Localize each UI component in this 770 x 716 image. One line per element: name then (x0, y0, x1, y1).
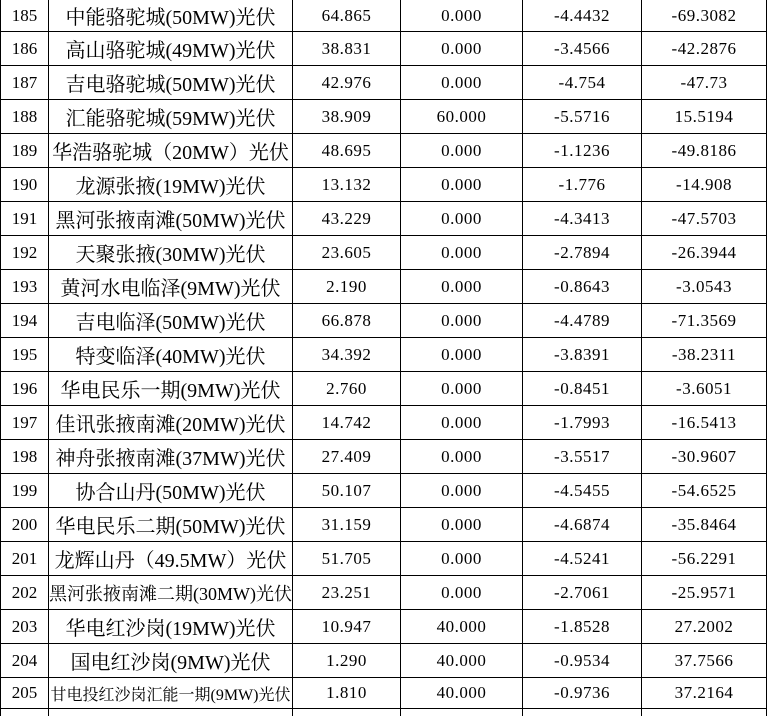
value-cell[interactable]: 0.000 (401, 168, 523, 202)
value-cell[interactable]: -0.9736 (523, 678, 642, 709)
table-row (1, 202, 767, 236)
plant-name-cell[interactable]: 国电红沙岗(9MW)光伏 (49, 644, 293, 678)
plant-name-cell[interactable]: 龙辉山丹（49.5MW）光伏 (49, 542, 293, 576)
empty-cell[interactable] (293, 709, 401, 716)
plant-name-cell[interactable]: 黑河张掖南滩二期(30MW)光伏 (49, 576, 293, 610)
value-cell[interactable]: -0.8451 (523, 372, 642, 406)
value-cell[interactable]: 0.000 (401, 474, 523, 508)
plant-name-cell[interactable]: 吉电骆驼城(50MW)光伏 (49, 66, 293, 100)
empty-cell[interactable] (1, 709, 49, 716)
value-cell[interactable]: -4.6874 (523, 508, 642, 542)
value-cell[interactable]: 48.695 (293, 134, 401, 168)
value-cell[interactable]: -42.2876 (642, 32, 767, 66)
table-row (1, 338, 767, 372)
value-cell[interactable]: 0.000 (401, 372, 523, 406)
table-row (1, 66, 767, 100)
value-cell[interactable]: -30.9607 (642, 440, 767, 474)
row-number-cell[interactable]: 202 (1, 576, 49, 610)
table-row (1, 0, 767, 32)
value-cell[interactable]: -2.7061 (523, 576, 642, 610)
value-cell[interactable]: 0.000 (401, 0, 523, 32)
value-cell[interactable]: -3.6051 (642, 372, 767, 406)
value-cell[interactable]: -71.3569 (642, 304, 767, 338)
value-cell[interactable]: -16.5413 (642, 406, 767, 440)
plant-name-cell[interactable]: 特变临泽(40MW)光伏 (49, 338, 293, 372)
table-row (1, 610, 767, 644)
table-row (1, 440, 767, 474)
value-cell[interactable]: 0.000 (401, 236, 523, 270)
value-cell[interactable]: 51.705 (293, 542, 401, 576)
value-cell[interactable]: 38.831 (293, 32, 401, 66)
empty-cell[interactable] (523, 709, 642, 716)
table-row (1, 32, 767, 66)
value-cell[interactable]: -56.2291 (642, 542, 767, 576)
value-cell[interactable]: -3.0543 (642, 270, 767, 304)
partial-row (1, 709, 767, 716)
value-cell[interactable]: 40.000 (401, 678, 523, 709)
plant-name-cell[interactable]: 华浩骆驼城（20MW）光伏 (49, 134, 293, 168)
row-number-cell[interactable]: 197 (1, 406, 49, 440)
value-cell[interactable]: -0.9534 (523, 644, 642, 678)
row-number-cell[interactable]: 185 (1, 0, 49, 32)
plant-name-cell[interactable]: 神舟张掖南滩(37MW)光伏 (49, 440, 293, 474)
plant-name-cell[interactable]: 吉电临泽(50MW)光伏 (49, 304, 293, 338)
value-cell[interactable]: 0.000 (401, 202, 523, 236)
value-cell[interactable]: -3.4566 (523, 32, 642, 66)
row-number-cell[interactable]: 205 (1, 678, 49, 709)
row-number-cell[interactable]: 188 (1, 100, 49, 134)
value-cell[interactable]: 0.000 (401, 32, 523, 66)
value-cell[interactable]: 66.878 (293, 304, 401, 338)
value-cell[interactable]: -25.9571 (642, 576, 767, 610)
value-cell[interactable]: 13.132 (293, 168, 401, 202)
value-cell[interactable]: -4.4432 (523, 0, 642, 32)
table-row (1, 134, 767, 168)
value-cell[interactable]: -4.754 (523, 66, 642, 100)
value-cell[interactable]: -47.73 (642, 66, 767, 100)
row-number-cell[interactable]: 190 (1, 168, 49, 202)
value-cell[interactable]: 37.2164 (642, 678, 767, 709)
row-number-cell[interactable]: 192 (1, 236, 49, 270)
plant-name-cell[interactable]: 甘电投红沙岗汇能一期(9MW)光伏 (49, 678, 293, 709)
value-cell[interactable]: -38.2311 (642, 338, 767, 372)
table-row (1, 100, 767, 134)
table-row (1, 508, 767, 542)
row-number-cell[interactable]: 199 (1, 474, 49, 508)
value-cell[interactable]: 34.392 (293, 338, 401, 372)
value-cell[interactable]: -14.908 (642, 168, 767, 202)
value-cell[interactable]: -47.5703 (642, 202, 767, 236)
value-cell[interactable]: 50.107 (293, 474, 401, 508)
value-cell[interactable]: -3.8391 (523, 338, 642, 372)
plant-name-cell[interactable]: 黄河水电临泽(9MW)光伏 (49, 270, 293, 304)
table-row (1, 406, 767, 440)
plant-name-cell[interactable]: 龙源张掖(19MW)光伏 (49, 168, 293, 202)
row-number-cell[interactable]: 193 (1, 270, 49, 304)
value-cell[interactable]: 60.000 (401, 100, 523, 134)
value-cell[interactable]: 0.000 (401, 134, 523, 168)
value-cell[interactable]: 0.000 (401, 508, 523, 542)
row-number-cell[interactable]: 196 (1, 372, 49, 406)
table-row (1, 576, 767, 610)
value-cell[interactable]: -3.5517 (523, 440, 642, 474)
value-cell[interactable]: 0.000 (401, 66, 523, 100)
table-row (1, 270, 767, 304)
plant-name-cell[interactable]: 高山骆驼城(49MW)光伏 (49, 32, 293, 66)
value-cell[interactable]: 0.000 (401, 542, 523, 576)
value-cell[interactable]: -1.8528 (523, 610, 642, 644)
table-row (1, 304, 767, 338)
value-cell[interactable]: 2.760 (293, 372, 401, 406)
value-cell[interactable]: 2.190 (293, 270, 401, 304)
value-cell[interactable]: 27.409 (293, 440, 401, 474)
plant-name-cell[interactable]: 中能骆驼城(50MW)光伏 (49, 0, 293, 32)
table-row (1, 542, 767, 576)
row-number-cell[interactable]: 200 (1, 508, 49, 542)
value-cell[interactable]: 0.000 (401, 270, 523, 304)
row-number-cell[interactable]: 204 (1, 644, 49, 678)
row-number-cell[interactable]: 203 (1, 610, 49, 644)
value-cell[interactable]: -4.3413 (523, 202, 642, 236)
value-cell[interactable]: 31.159 (293, 508, 401, 542)
row-number-cell[interactable]: 194 (1, 304, 49, 338)
row-number-cell[interactable]: 195 (1, 338, 49, 372)
value-cell[interactable]: -2.7894 (523, 236, 642, 270)
value-cell[interactable]: 0.000 (401, 576, 523, 610)
row-number-cell[interactable]: 187 (1, 66, 49, 100)
plant-name-cell[interactable]: 协合山丹(50MW)光伏 (49, 474, 293, 508)
value-cell[interactable]: -1.776 (523, 168, 642, 202)
empty-cell[interactable] (49, 709, 293, 716)
plant-name-cell[interactable]: 黑河张掖南滩(50MW)光伏 (49, 202, 293, 236)
plant-name-cell[interactable]: 汇能骆驼城(59MW)光伏 (49, 100, 293, 134)
plant-name-cell[interactable]: 华电民乐二期(50MW)光伏 (49, 508, 293, 542)
row-number-cell[interactable]: 191 (1, 202, 49, 236)
value-cell[interactable]: 0.000 (401, 406, 523, 440)
value-cell[interactable]: 0.000 (401, 304, 523, 338)
value-cell[interactable]: 27.2002 (642, 610, 767, 644)
value-cell[interactable]: -4.4789 (523, 304, 642, 338)
value-cell[interactable]: 40.000 (401, 644, 523, 678)
value-cell[interactable]: 43.229 (293, 202, 401, 236)
table-row (1, 644, 767, 678)
value-cell[interactable]: 23.605 (293, 236, 401, 270)
value-cell[interactable]: 42.976 (293, 66, 401, 100)
value-cell[interactable]: -35.8464 (642, 508, 767, 542)
value-cell[interactable]: -26.3944 (642, 236, 767, 270)
value-cell[interactable]: 23.251 (293, 576, 401, 610)
value-cell[interactable]: 10.947 (293, 610, 401, 644)
empty-cell[interactable] (401, 709, 523, 716)
value-cell[interactable]: 0.000 (401, 338, 523, 372)
value-cell[interactable]: 1.290 (293, 644, 401, 678)
value-cell[interactable]: 37.7566 (642, 644, 767, 678)
value-cell[interactable]: 38.909 (293, 100, 401, 134)
row-number-cell[interactable]: 201 (1, 542, 49, 576)
value-cell[interactable]: 64.865 (293, 0, 401, 32)
table-body (1, 0, 767, 716)
row-number-cell[interactable]: 198 (1, 440, 49, 474)
value-cell[interactable]: -0.8643 (523, 270, 642, 304)
value-cell[interactable]: 0.000 (401, 440, 523, 474)
value-cell[interactable]: 1.810 (293, 678, 401, 709)
value-cell[interactable]: -1.1236 (523, 134, 642, 168)
plant-name-cell[interactable]: 华电民乐一期(9MW)光伏 (49, 372, 293, 406)
table-row (1, 474, 767, 508)
value-cell[interactable]: -4.5455 (523, 474, 642, 508)
value-cell[interactable]: -49.8186 (642, 134, 767, 168)
value-cell[interactable]: 14.742 (293, 406, 401, 440)
value-cell[interactable]: 15.5194 (642, 100, 767, 134)
table-row (1, 678, 767, 709)
value-cell[interactable]: -4.5241 (523, 542, 642, 576)
plant-name-cell[interactable]: 佳讯张掖南滩(20MW)光伏 (49, 406, 293, 440)
row-number-cell[interactable]: 189 (1, 134, 49, 168)
value-cell[interactable]: -1.7993 (523, 406, 642, 440)
table-row (1, 168, 767, 202)
table-row (1, 236, 767, 270)
row-number-cell[interactable]: 186 (1, 32, 49, 66)
plant-name-cell[interactable]: 华电红沙岗(19MW)光伏 (49, 610, 293, 644)
plant-name-cell[interactable]: 天聚张掖(30MW)光伏 (49, 236, 293, 270)
value-cell[interactable]: -5.5716 (523, 100, 642, 134)
value-cell[interactable]: -69.3082 (642, 0, 767, 32)
empty-cell[interactable] (642, 709, 767, 716)
value-cell[interactable]: 40.000 (401, 610, 523, 644)
value-cell[interactable]: -54.6525 (642, 474, 767, 508)
table-row (1, 372, 767, 406)
